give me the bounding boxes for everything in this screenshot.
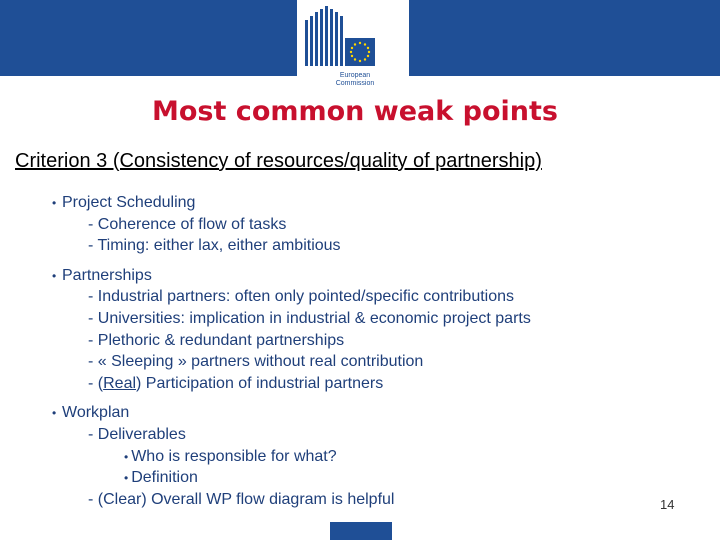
- sub-item: - Universities: implication in industrial & economic project parts: [88, 309, 531, 327]
- bullet-icon: •: [124, 471, 129, 486]
- section-partnerships: [52, 265, 642, 395]
- heading-text: Workplan: [62, 404, 130, 422]
- sub-item: - Deliverables: [88, 425, 186, 443]
- bullet-icon: •: [124, 449, 129, 464]
- section-workplan: [52, 402, 642, 510]
- sub-item: - (Clear) Overall WP flow diagram is helpful: [88, 490, 395, 508]
- slide-title: Most common weak points: [152, 96, 558, 127]
- european-commission-logo: [297, 0, 409, 100]
- building-icon: [305, 6, 347, 66]
- sub-sub-item: [52, 467, 642, 489]
- sub-item: - Timing: either lax, either ambitious: [88, 237, 341, 255]
- sub-item: - Plethoric & redundant partnerships: [88, 331, 345, 349]
- footer-flag-icon: [330, 522, 392, 540]
- heading-text: Project Scheduling: [62, 194, 196, 211]
- bullet-heading: [52, 265, 642, 287]
- bullet-heading: [52, 192, 642, 214]
- section-project-scheduling: [52, 192, 642, 257]
- sub-item: - « Sleeping » partners without real contribution: [88, 353, 424, 371]
- bullet-icon: •: [52, 406, 57, 421]
- sub-item-real-participation: [52, 373, 642, 395]
- sub-sub-text: Definition: [131, 469, 198, 487]
- underlined-word: Real: [103, 374, 137, 392]
- sub-item: - Industrial partners: often only pointed/specific contributions: [88, 288, 515, 306]
- slide-subtitle: Criterion 3 (Consistency of resources/quality of partnership): [15, 150, 542, 172]
- bullet-icon: •: [52, 268, 57, 283]
- sub-sub-text: Who is responsible for what?: [131, 447, 337, 465]
- bullet-heading: [52, 402, 642, 424]
- heading-text: Partnerships: [62, 266, 152, 284]
- bullet-icon: •: [52, 196, 57, 210]
- page-number: 14: [660, 497, 675, 512]
- logo-text: European Commission: [335, 72, 375, 87]
- slide-content: [52, 192, 642, 518]
- sub-sub-item: [52, 446, 642, 468]
- text-part: ) Participation of industrial partners: [136, 374, 384, 392]
- eu-flag-icon: [345, 38, 375, 66]
- text-part: - (: [88, 374, 104, 392]
- sub-item: - Coherence of flow of tasks: [88, 215, 287, 233]
